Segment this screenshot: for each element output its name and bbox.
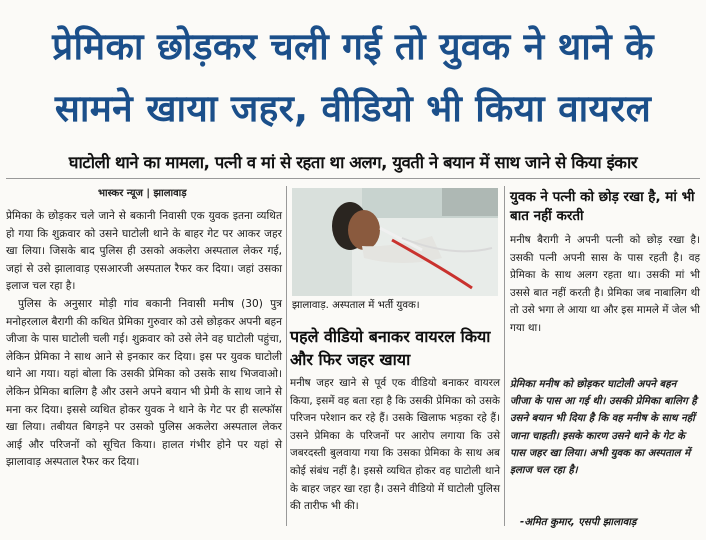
article-column-2: मनीष जहर खाने से पूर्व एक वीडियो बनाकर वायरल किया, इसमें वह बता रहा है कि उसकी प्रेमिका को उसके परिजन परेशान कर रहे हैं। उसके खिलाफ भड़का रहे हैं। उसने प्रेमिका के परिजनों पर आरोप लगाया कि उसे जबरदस्ती बुलवाया गया कि उसका प्रेमिका के साथ अब कोई संबंध नहीं है। इससे व्यथित होकर वह घाटोली थाने के बाहर जहर खा रहा है। उसने वीडियो में घाटोली पुलिस की तारीफ भी की।: [290, 377, 500, 513]
headline-line-1: प्रेमिका छोड़कर चली गई तो युवक ने थाने के: [52, 25, 654, 68]
column-2-heading: पहले वीडियो बनाकर वायरल किया और फिर जहर खाया: [290, 327, 491, 369]
quote-attribution: -अमित कुमार, एसपी झालावाड़: [520, 517, 637, 528]
headline-line-2: सामने खाया जहर, वीडियो भी किया वायरल: [54, 87, 652, 130]
article-column-3: मनीष बैरागी ने अपनी पत्नी को छोड़ रखा है। उसकी पत्नी अपनी सास के पास रहती है। वह प्रेमिका के साथ अलग रहता था। उसकी मां भी उससे बात नहीं करती है। प्रेमिका जब नाबालिग थी तो उसे भगा ले आया था और इस मामले में जेल भी गया था।: [510, 234, 700, 334]
column-divider-2: [504, 186, 505, 526]
paragraph-2: पुलिस के अनुसार मोड़ी गांव बकानी निवासी मनीष (30) पुत्र मनोहरलाल बैरागी की कथित प्रेमिका गुरुवार को उसे छोड़कर अपनी बहन जीजा के पास घाटोली चली गई। शुक्रवार को उसे लेने वह घाटोली पहुंचा, लेकिन प्रेमिका ने साथ आने से इनकार कर दिया। इस पर युवक घाटोली थाने आ गया। यहां बोला कि उसकी प्रेमिका को उसके साथ भिजवाओ। लेकिन प्रेमिका बालिग है और उसने अपने बयान भी प्रेमी के साथ जाने से मना कर दिया। इससे व्यथित होकर युवक ने थाने के गेट पर ही सल्फॉस खा लिया। तबीयत बिगड़ने पर उसको पुलिस अकलेरा अस्पताल लेकर आई और परिजनों को सूचित किया। हालत गंभीर होने पर यहां से झालावाड़ अस्पताल रैफर कर दिया।: [6, 297, 282, 469]
subheadline: घाटोली थाने का मामला, पत्नी व मां से रहता था अलग, युवती ने बयान में साथ जाने से किया इंकार: [68, 153, 638, 172]
photo-caption: झालावाड़. अस्पताल में भर्ती युवक।: [292, 300, 420, 311]
patient-photo-image: [292, 188, 498, 296]
paragraph-1: प्रेमिका के छोड़कर चले जाने से बकानी निवासी एक युवक इतना व्यथित हो गया कि शुक्रवार को उसने घाटोली थाने के बाहर गेट पर आकर जहर खा लिया। जिसके बाद पुलिस ही उसको अकलेरा अस्पताल लेकर गई, जहां से उसे झालावाड़ एसआरजी अस्पताल रैफर कर दिया। जहां उसका इलाज चल रहा है।: [6, 210, 282, 293]
byline: भास्कर न्यूज | झालावाड़: [98, 188, 187, 199]
sp-quote: प्रेमिका मनीष को छोड़कर घाटोली अपने बहन जीजा के पास आ गई थी। उसकी प्रेमिका बालिग है उसने बयान भी दिया है कि वह मनीष के साथ नहीं जाना चाहती। इसके कारण उसने थाने के गेट के पास जहर खा लिया। अभी युवक का अस्पताल में इलाज चल रहा है।: [510, 379, 697, 477]
column-divider-1: [286, 186, 287, 526]
article-column-1: [6, 208, 282, 472]
hospital-photo: [292, 188, 498, 296]
top-divider: [6, 178, 700, 179]
column-3-heading: युवक ने पत्नी को छोड़ रखा है, मां भी बात नहीं करती: [510, 189, 695, 224]
